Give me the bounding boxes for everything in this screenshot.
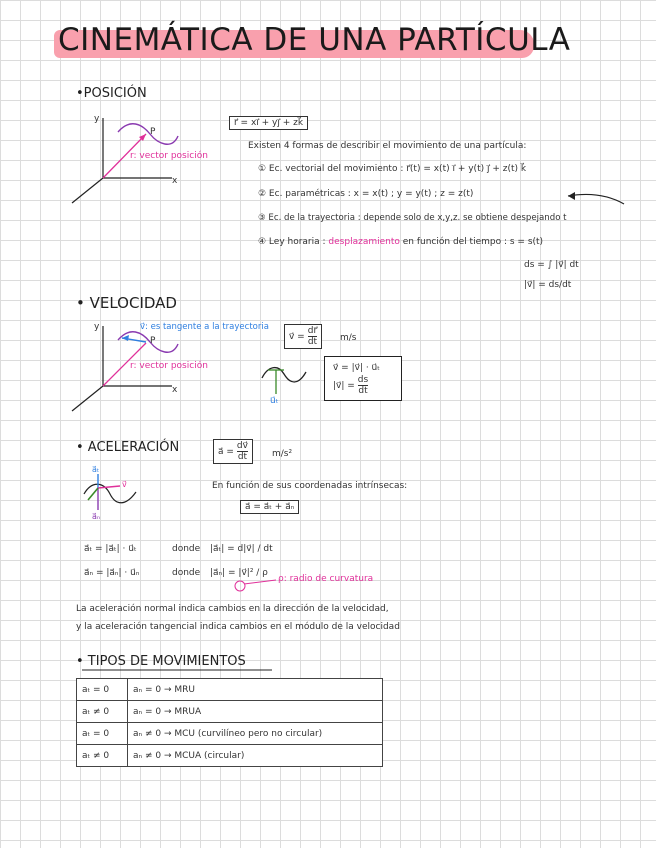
heading-posicion: •POSICIÓN bbox=[76, 86, 147, 101]
posicion-v-formula: |v⃗| = ds/dt bbox=[524, 280, 572, 290]
heading-aceleracion: • ACELERACIÓN bbox=[76, 440, 180, 455]
velocidad-formula-den: dt bbox=[307, 337, 318, 347]
aceleracion-formula-num: dv⃗ bbox=[236, 441, 248, 451]
heading-velocidad: • VELOCIDAD bbox=[76, 294, 177, 312]
aceleracion-line2: y la aceleración tangencial indica cambios en el módulo de la velocidad bbox=[76, 622, 400, 632]
aceleracion-row2-right: |a⃗ₙ| = |v⃗|² / ρ bbox=[210, 568, 268, 578]
aceleracion-rho-note: ρ: radio de curvatura bbox=[278, 574, 374, 584]
posicion-vector-label: r: vector posición bbox=[130, 151, 208, 161]
aceleracion-row1-right: |a⃗ₜ| = d|v⃗| / dt bbox=[210, 544, 273, 554]
heading-tipos: • TIPOS DE MOVIMIENTOS bbox=[76, 654, 246, 669]
table-cell: aₜ ≠ 0 bbox=[77, 701, 128, 723]
velocidad-ut-label: u⃗ₜ bbox=[270, 396, 279, 406]
tipos-table bbox=[76, 678, 383, 767]
table-row bbox=[77, 701, 383, 723]
aceleracion-v-label: v⃗ bbox=[122, 480, 127, 489]
velocidad-formula-lhs: v⃗ = bbox=[289, 331, 305, 342]
aceleracion-row1-mid: donde bbox=[172, 544, 201, 554]
velocidad-units: m/s bbox=[340, 333, 357, 343]
table-cell: aₜ ≠ 0 bbox=[77, 745, 128, 767]
velocidad-formula-num: dr⃗ bbox=[307, 326, 318, 336]
aceleracion-intrinsic-note: En función de sus coordenadas intrínsecas: bbox=[212, 481, 408, 491]
aceleracion-row2-left: a⃗ₙ = |a⃗ₙ| · u⃗ₙ bbox=[84, 568, 140, 578]
velocidad-point-label: P bbox=[150, 336, 156, 346]
aceleracion-intrinsic-formula: a⃗ = a⃗ₜ + a⃗ₙ bbox=[240, 500, 299, 514]
velocidad-box-line2-num: ds bbox=[357, 375, 369, 385]
velocidad-axis-x-label: x bbox=[172, 385, 178, 395]
table-cell: aₙ = 0 → MRU bbox=[128, 679, 383, 701]
table-row bbox=[77, 745, 383, 767]
aceleracion-formula-lhs: a⃗ = bbox=[218, 446, 234, 457]
aceleracion-line1: La aceleración normal indica cambios en la dirección de la velocidad, bbox=[76, 604, 389, 614]
velocidad-box-line2-lhs: |v⃗| = bbox=[333, 380, 355, 391]
table-cell: aₜ = 0 bbox=[77, 679, 128, 701]
velocidad-box-line1: v⃗ = |v⃗| · u⃗ₜ bbox=[333, 363, 380, 373]
posicion-intro: Existen 4 formas de describir el movimiento de una partícula: bbox=[248, 141, 527, 151]
aceleracion-formula-den: dt bbox=[237, 452, 248, 462]
page-title: CINEMÁTICA DE UNA PARTÍCULA bbox=[58, 22, 571, 58]
posicion-item-4-highlight: desplazamiento bbox=[328, 237, 400, 247]
velocidad-axis-y-label: y bbox=[94, 322, 100, 332]
velocidad-tangent-note: v⃗: es tangente a la trayectoria bbox=[140, 322, 269, 332]
table-row bbox=[77, 723, 383, 745]
velocidad-box-line2-den: dt bbox=[358, 386, 368, 396]
posicion-point-label: P bbox=[150, 127, 156, 137]
aceleracion-units: m/s² bbox=[272, 449, 293, 459]
posicion-axis-y-label: y bbox=[94, 114, 100, 124]
table-cell: aₜ = 0 bbox=[77, 723, 128, 745]
table-cell: aₙ ≠ 0 → MCUA (circular) bbox=[128, 745, 383, 767]
posicion-ds-formula: ds = ∫ |v⃗| dt bbox=[524, 260, 579, 270]
velocidad-vector-label: r: vector posición bbox=[130, 361, 208, 371]
posicion-axis-x-label: x bbox=[172, 176, 178, 186]
aceleracion-at-label: a⃗ₜ bbox=[92, 465, 100, 474]
aceleracion-an-label: a⃗ₙ bbox=[92, 512, 101, 521]
aceleracion-row2-mid: donde bbox=[172, 568, 201, 578]
posicion-item-2: ② Ec. paramétricas : x = x(t) ; y = y(t) ; z = z(t) bbox=[258, 189, 474, 199]
posicion-item-3: ③ Ec. de la trayectoria : depende solo de x,y,z. se obtiene despejando t bbox=[258, 213, 567, 223]
table-cell: aₙ ≠ 0 → MCU (curvilíneo pero no circular) bbox=[128, 723, 383, 745]
table-row bbox=[77, 679, 383, 701]
aceleracion-row1-left: a⃗ₜ = |a⃗ₜ| · u⃗ₜ bbox=[84, 544, 137, 554]
posicion-item-4-label: ④ Ley horaria : bbox=[258, 237, 326, 247]
posicion-item-4-rest: en función del tiempo : s = s(t) bbox=[402, 237, 544, 247]
posicion-item-1: ① Ec. vectorial del movimiento : r⃗(t) = x(t) i⃗ + y(t) j⃗ + z(t) k⃗ bbox=[258, 164, 527, 174]
posicion-formula-box: r⃗ = xi⃗ + yj⃗ + zk⃗ bbox=[229, 116, 308, 130]
table-cell: aₙ = 0 → MRUA bbox=[128, 701, 383, 723]
